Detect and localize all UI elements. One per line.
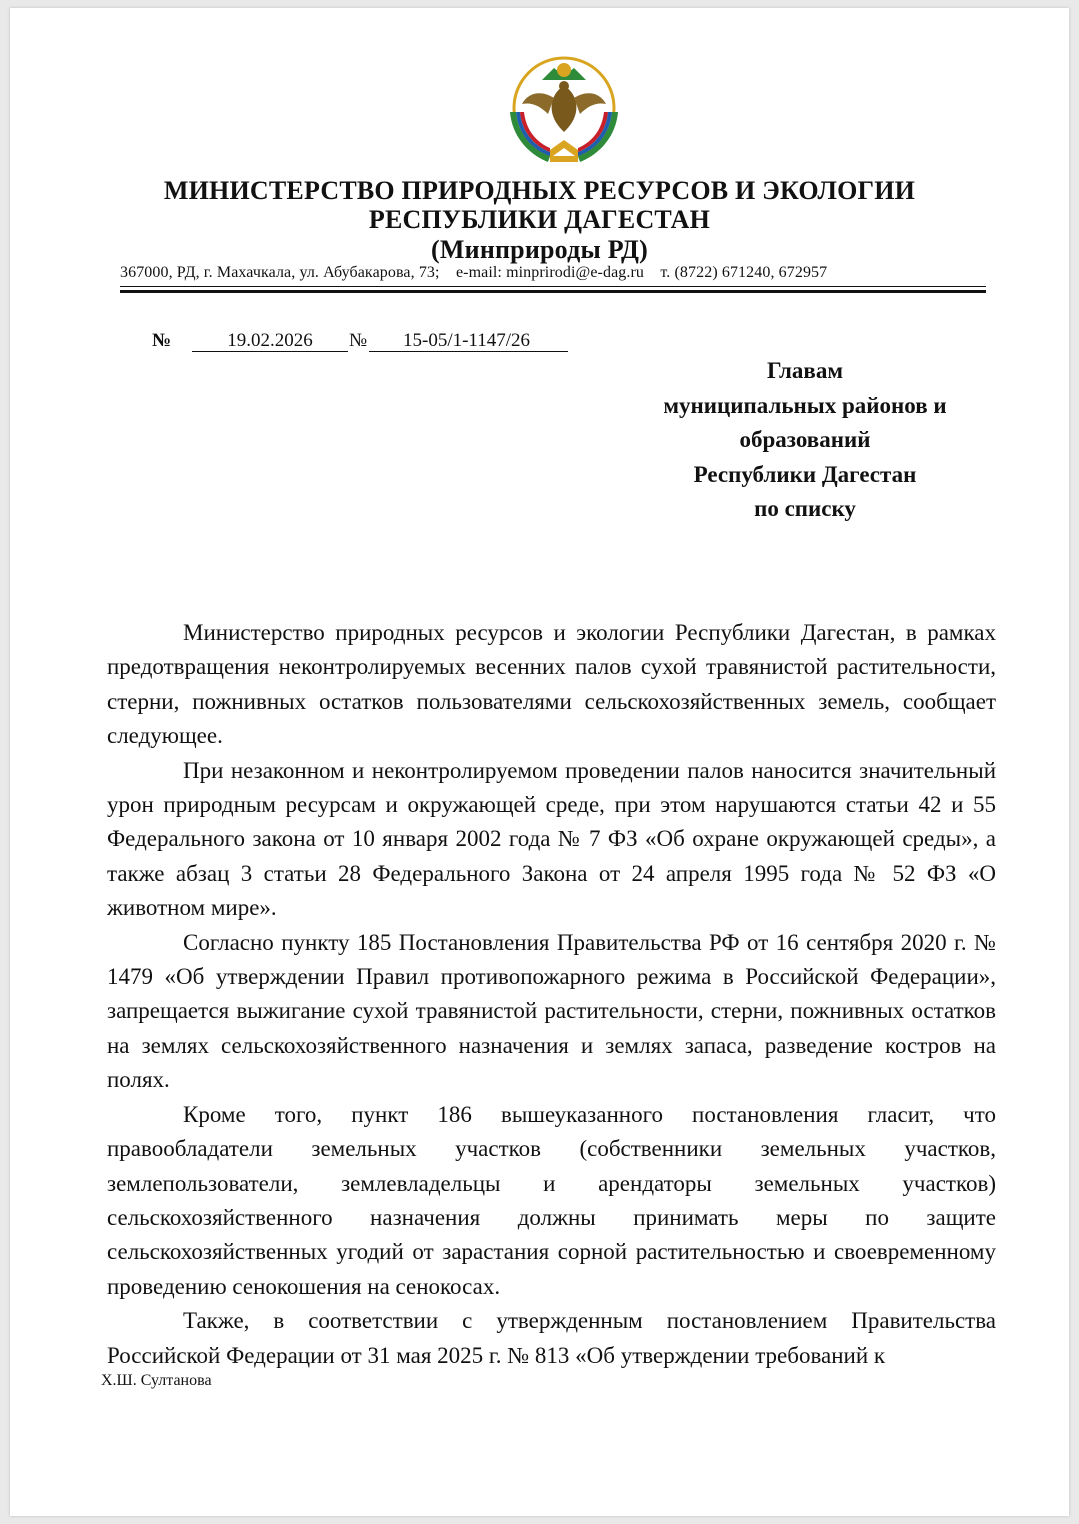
registration-number-label: № — [152, 330, 172, 351]
body-paragraph: Согласно пункту 185 Постановления Правительства РФ от 16 сентября 2020 г. № 1479 «Об утверждении Правил противопожарного режима в Российской Федерации», запрещается выжигание сухой травянистой растительности, стерни, пожнивных остатков на землях сельскохозяйственного назначения и землях запаса, разведение костров на полях. — [107, 929, 996, 1093]
ministry-name-line1: МИНИСТЕРСТВО ПРИРОДНЫХ РЕСУРСОВ И ЭКОЛОГИИ — [163, 176, 916, 205]
body-paragraph: Также, в соответствии с утвержденным постановлением Правительства Российской Федерации от 31 мая 2025 г. № 813 «Об утверждении требований к — [107, 1308, 996, 1368]
body-paragraph: Кроме того, пункт 186 вышеуказанного постановления гласит, что правообладатели земельных участков (собственники земельных участков, землепользователи, землевладельцы и арендаторы земельных участков) сельскохозяйственного назначения должны принимать меры по защите сельскохозяйственных угодий от зарастания сорной растительностью и своевременному проведению сенокошения на сенокосах. — [107, 1101, 996, 1299]
letter-body — [107, 616, 996, 1373]
coat-of-arms-icon — [498, 50, 630, 174]
registration-date: 19.02.2026 — [192, 330, 348, 352]
addressee-line: образований — [739, 427, 871, 452]
body-paragraph: Министерство природных ресурсов и экологии Республики Дагестан, в рамках предотвращения неконтролируемых весенних палов сухой травянистой растительности, стерни, пожнивных остатков пользователями сельскохозяйственных земель, сообщает следующее. — [107, 620, 996, 749]
ministry-name-line2: РЕСПУБЛИКИ ДАГЕСТАН — [368, 205, 711, 234]
executor-name: Х.Ш. Султанова — [101, 1372, 212, 1389]
addressee-line: по списку — [754, 496, 856, 521]
registration-number-label-2: № — [349, 330, 368, 351]
ministry-contact-line: 367000, РД, г. Махачкала, ул. Абубакарова, 73; e-mail: minprirodi@e-dag.ru т. (8722) 671240, 672957 — [120, 264, 828, 281]
header-divider-thick — [120, 290, 986, 293]
body-paragraph: При незаконном и неконтролируемом проведении палов наносится значительный урон природным ресурсам и окружающей среде, при этом нарушаются статьи 42 и 55 Федерального закона от 10 января 2002 года № 7 ФЗ «Об охране окружающей среды», а также абзац 3 статьи 28 Федерального Закона от 24 апреля 1995 года № 52 ФЗ «О животном мире». — [107, 757, 996, 921]
header-divider-thin — [120, 286, 986, 287]
registration-number: 15-05/1-1147/26 — [369, 330, 568, 352]
addressee-line: муниципальных районов и — [663, 392, 947, 418]
addressee-line: Главам — [766, 358, 844, 383]
addressee-block — [630, 354, 980, 527]
ministry-short-name: (Минприроды РД) — [431, 235, 648, 264]
addressee-line: Республики Дагестан — [693, 461, 917, 487]
